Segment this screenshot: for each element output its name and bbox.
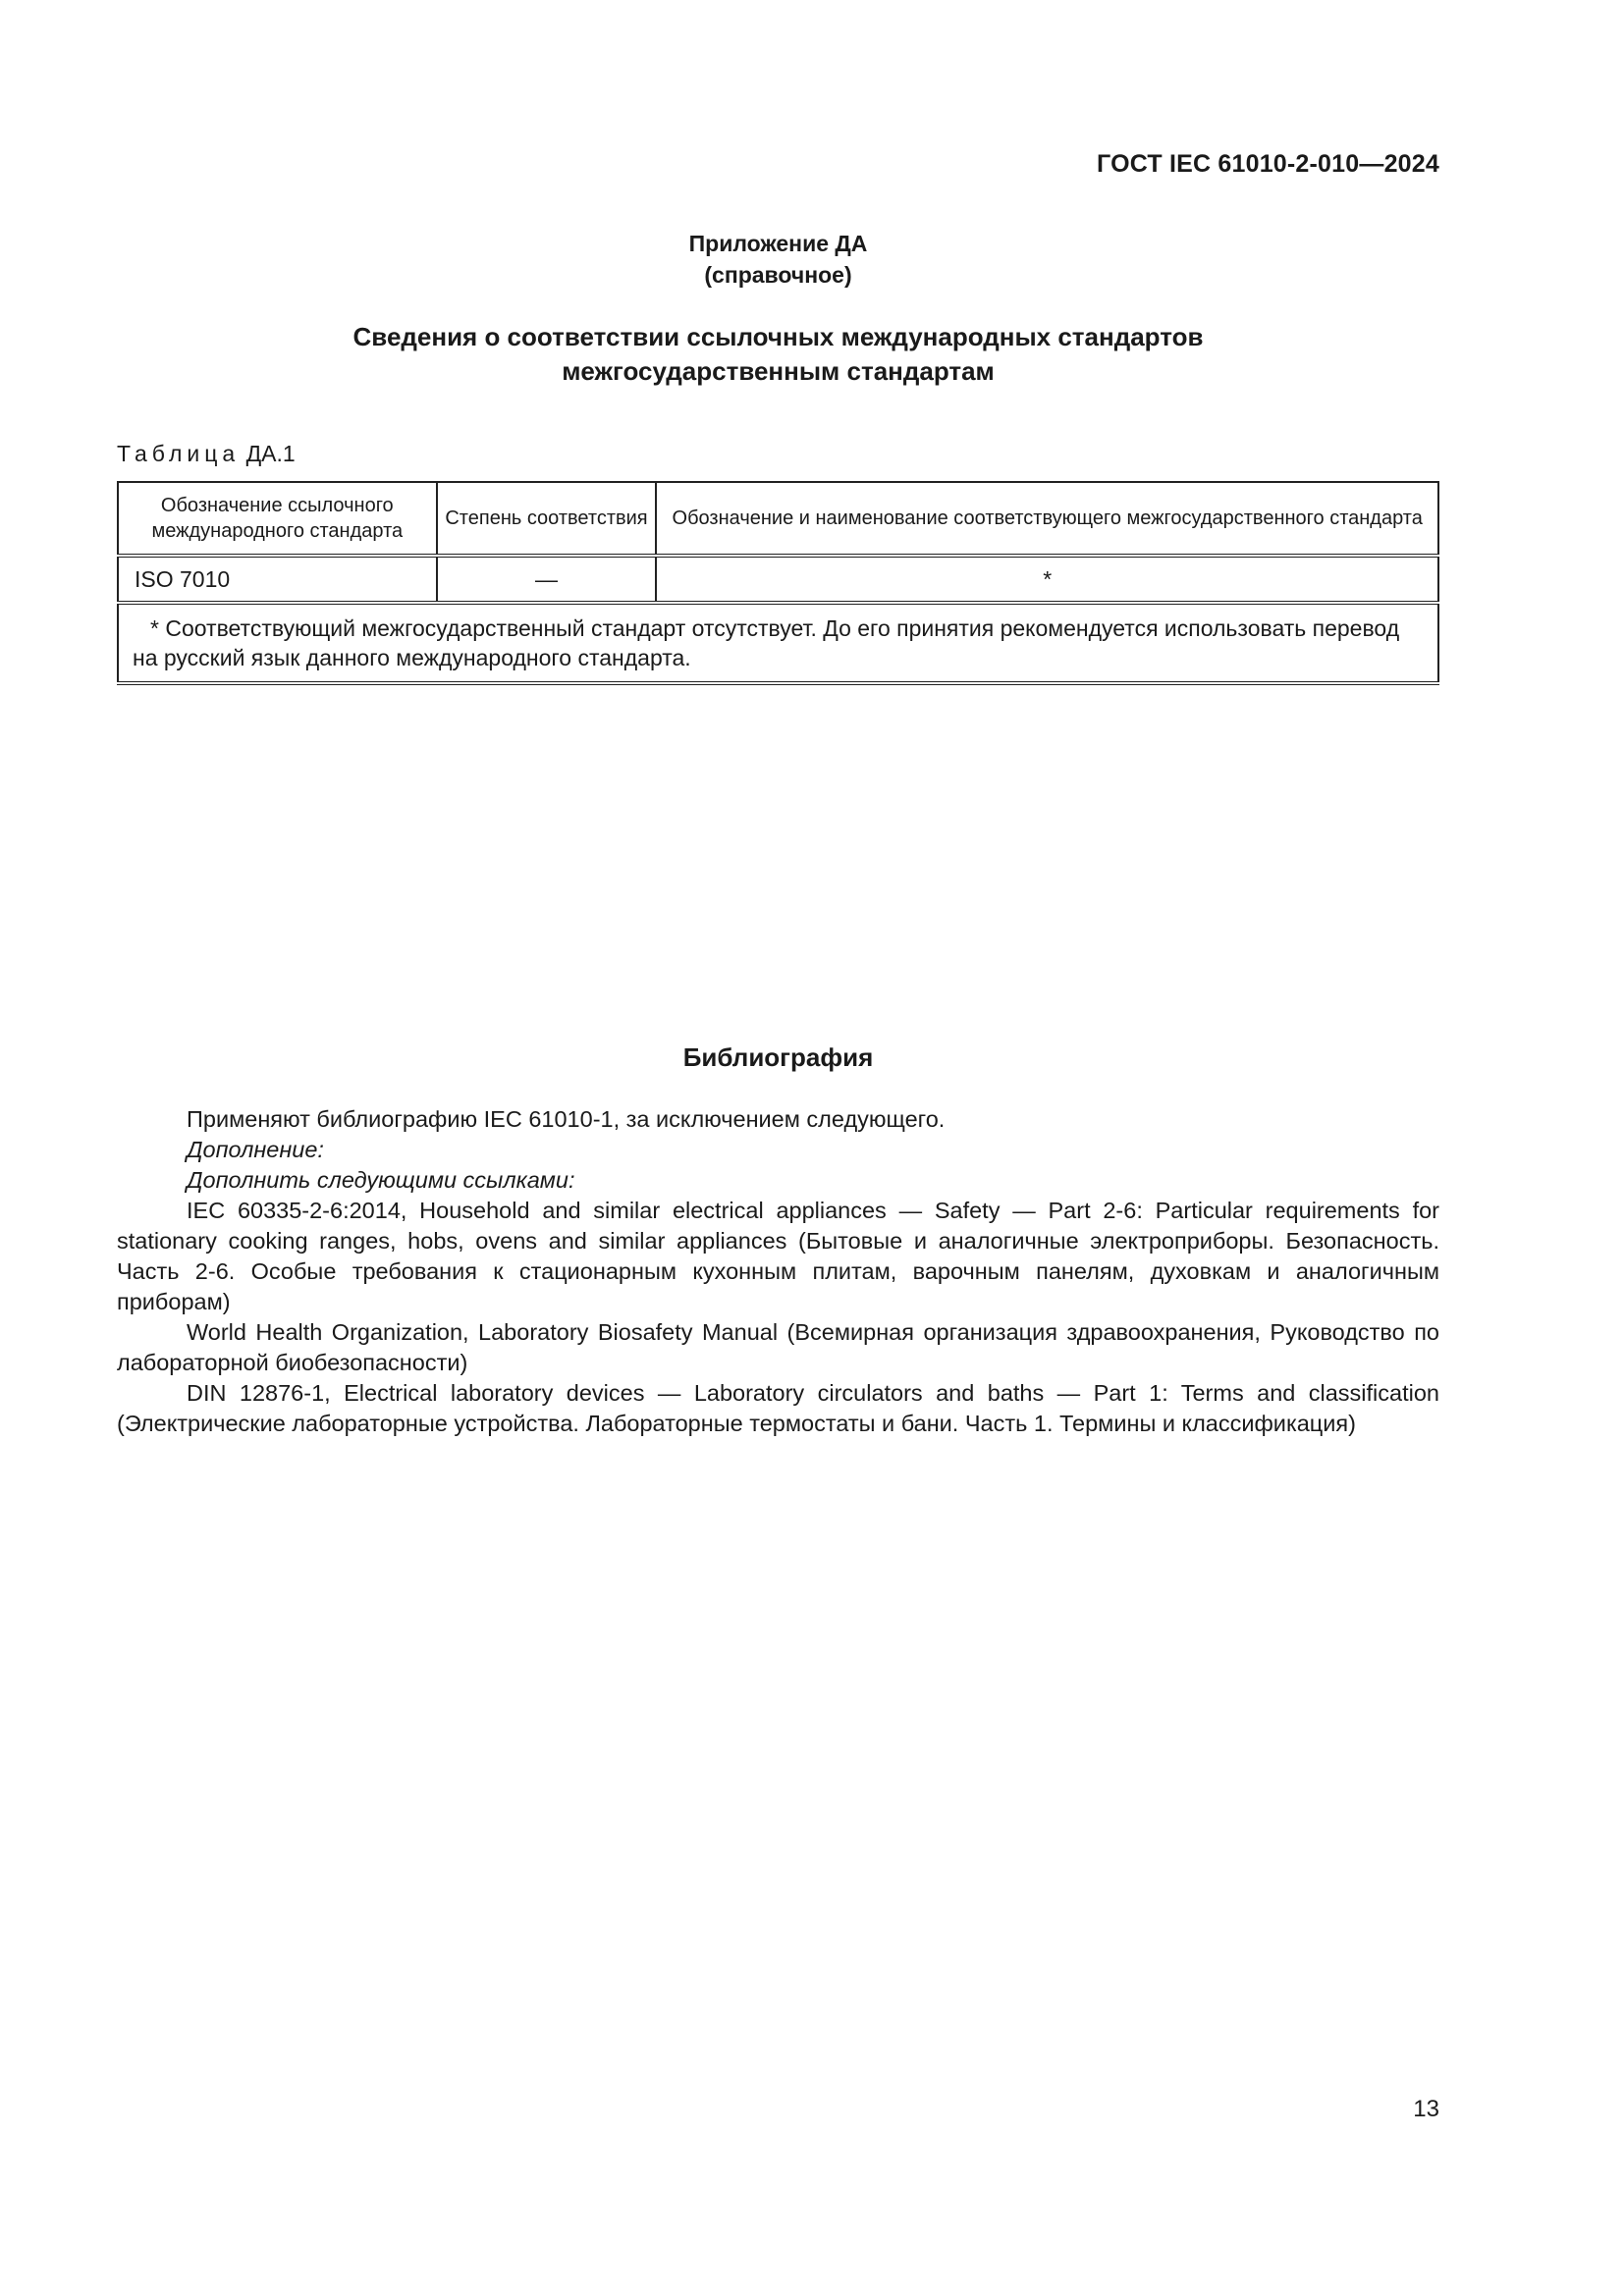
- annex-title: [117, 228, 1439, 291]
- column-header: Обозначение ссылочного международного стандарта: [118, 482, 437, 556]
- document-id: ГОСТ IEC 61010-2-010—2024: [1097, 150, 1439, 178]
- correspondence-table: [117, 481, 1439, 685]
- bibliography-addition-label: Дополнение:: [187, 1137, 324, 1162]
- table-caption-word: Таблица: [117, 441, 241, 466]
- bibliography-body: [117, 1104, 1439, 1439]
- page-number: 13: [1413, 2096, 1439, 2122]
- bibliography-entry: DIN 12876-1, Electrical laboratory devices — Laboratory circulators and baths — Part 1: Terms and classification (Электрические лабораторные устройства. Лабораторные термостаты и бани. Часть 1. Термины и классификация): [117, 1380, 1439, 1436]
- bibliography-title: Библиография: [682, 1042, 874, 1072]
- table-footnote: [118, 603, 1438, 683]
- annex-heading-line2: межгосударственным стандартам: [562, 356, 995, 386]
- table-cell-ref: ISO 7010: [118, 556, 437, 603]
- table-cell-degree: —: [437, 556, 657, 603]
- table-header-row: [118, 482, 1438, 556]
- column-header: Обозначение и наименование соответствующего межгосударственного стандарта: [656, 482, 1438, 556]
- annex-status: (справочное): [704, 262, 852, 288]
- column-header: Степень соответствия: [437, 482, 657, 556]
- bibliography-intro: Применяют библиографию IEC 61010-1, за исключением следующего.: [187, 1106, 946, 1132]
- annex-heading: [117, 320, 1439, 389]
- table-cell-national: *: [656, 556, 1438, 603]
- annex-name: Приложение ДА: [688, 231, 868, 256]
- annex-heading-line1: Сведения о соответствии ссылочных международных стандартов: [352, 322, 1204, 351]
- bibliography-entry: IEC 60335-2-6:2014, Household and similar electrical appliances — Safety — Part 2-6: Particular requirements for stationary cooking ranges, hobs, ovens and similar appliances (Бытовые и аналогичные электроприборы. Безопасность. Часть 2-6. Особые требования к стационарным кухонным плитам, варочным панелям, духовкам и аналогичным приборам): [117, 1198, 1439, 1314]
- table-row: [118, 556, 1438, 603]
- bibliography-entry: World Health Organization, Laboratory Biosafety Manual (Всемирная организация здравоохранения, Руководство по лабораторной биобезопасности): [117, 1319, 1439, 1375]
- table-caption-number: ДА.1: [245, 441, 296, 466]
- bibliography-add-refs-label: Дополнить следующими ссылками:: [187, 1167, 575, 1193]
- table-note-row: [118, 603, 1438, 683]
- table-caption: [117, 441, 296, 467]
- table-footnote-text: * Соответствующий межгосударственный стандарт отсутствует. До его принятия рекомендуется использовать перевод на русский язык данного международного стандарта.: [133, 615, 1400, 670]
